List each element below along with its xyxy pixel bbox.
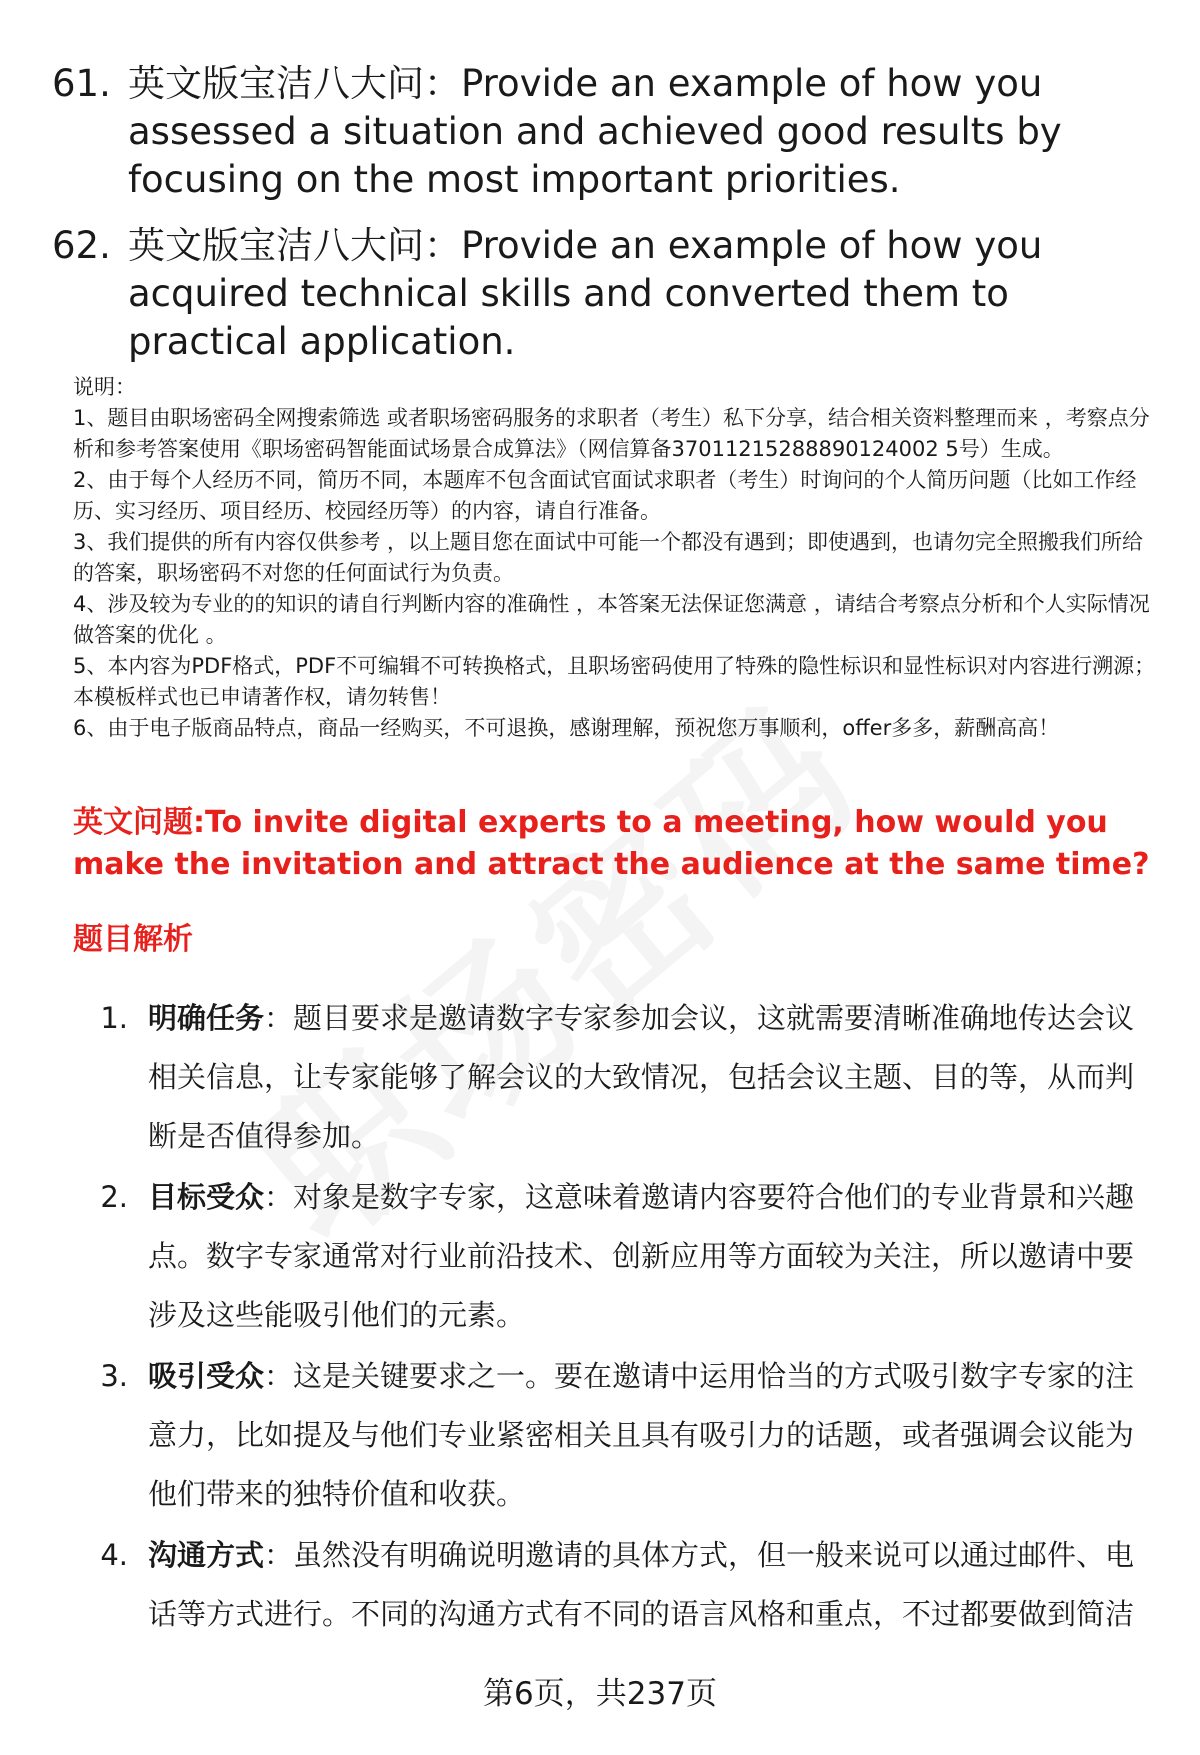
analysis-body xyxy=(128,1168,1150,1345)
analysis-text: ：这是关键要求之一。要在邀请中运用恰当的方式吸引数字专家的注意力，比如提及与他们专业紧密相关且具有吸引力的话题，或者强调会议能为他们带来的独特价值和收获。 xyxy=(148,1359,1135,1511)
english-question-heading: 英文问题:To invite digital experts to a meeting, how would you make the invitation and attract the audience at the same time? xyxy=(73,805,1150,882)
note-line: 3、我们提供的所有内容仅供参考 ，以上题目您在面试中可能一个都没有遇到；即使遇到，也请勿完全照搬我们所给的答案，职场密码不对您的任何面试行为负责。 xyxy=(73,530,1144,585)
question-item xyxy=(52,222,1162,366)
note-line: 6、由于电子版商品特点，商品一经购买，不可退换，感谢理解，预祝您万事顺利，offer多多，薪酬高高！ xyxy=(73,716,1060,740)
analysis-text: ：对象是数字专家，这意味着邀请内容要符合他们的专业背景和兴趣点。数字专家通常对行业前沿技术、创新应用等方面较为关注，所以邀请中要涉及这些能吸引他们的元素。 xyxy=(148,1180,1135,1332)
question-text: 英文版宝洁八大问：Provide an example of how you acquired technical skills and converted them to practical application. xyxy=(128,224,1043,363)
analysis-label: 沟通方式 xyxy=(148,1538,265,1572)
note-line: 4、涉及较为专业的的知识的请自行判断内容的准确性 ，本答案无法保证您满意 ，请结合考察点分析和个人实际情况做答案的优化 。 xyxy=(73,592,1150,647)
analysis-body xyxy=(128,1347,1150,1524)
notes-title: 说明： xyxy=(73,375,136,399)
analysis-body xyxy=(128,989,1150,1166)
page-footer: 第6页，共237页 xyxy=(483,1676,717,1712)
question-list xyxy=(52,60,1162,384)
analysis-label: 目标受众 xyxy=(148,1180,265,1214)
analysis-number: 4. xyxy=(100,1538,128,1572)
analysis-item xyxy=(80,1526,1150,1644)
analysis-item xyxy=(80,1347,1150,1524)
analysis-number: 3. xyxy=(100,1359,128,1393)
analysis-item xyxy=(80,1168,1150,1345)
analysis-body xyxy=(128,1526,1150,1644)
note-line: 1、题目由职场密码全网搜索筛选 或者职场密码服务的求职者（考生）私下分享，结合相关资料整理而来 ，考察点分析和参考答案使用《职场密码智能面试场景合成算法》（网信算备37011215288890124002 5号）生成。 xyxy=(73,406,1150,461)
analysis-list xyxy=(80,989,1150,1646)
question-text: 英文版宝洁八大问：Provide an example of how you assessed a situation and achieved good results by focusing on the most important priorities. xyxy=(128,62,1062,201)
note-line: 5、本内容为PDF格式，PDF不可编辑不可转换格式，且职场密码使用了特殊的隐性标识和显性标识对内容进行溯源；本模板样式也已申请著作权，请勿转售！ xyxy=(73,654,1156,709)
analysis-label: 明确任务 xyxy=(148,1001,265,1035)
question-item xyxy=(52,60,1162,204)
analysis-text: ：虽然没有明确说明邀请的具体方式，但一般来说可以通过邮件、电话等方式进行。不同的沟通方式有不同的语言风格和重点，不过都要做到简洁 xyxy=(148,1538,1135,1631)
analysis-label: 吸引受众 xyxy=(148,1359,265,1393)
analysis-heading: 题目解析 xyxy=(73,922,193,957)
question-number: 62. xyxy=(52,224,111,267)
note-line: 2、由于每个人经历不同，简历不同，本题库不包含面试官面试求职者（考生）时询问的个人简历问题（比如工作经历、实习经历、项目经历、校园经历等）的内容，请自行准备。 xyxy=(73,468,1137,523)
analysis-text: ：题目要求是邀请数字专家参加会议，这就需要清晰准确地传达会议相关信息，让专家能够了解会议的大致情况，包括会议主题、目的等，从而判断是否值得参加。 xyxy=(148,1001,1135,1153)
notes-section xyxy=(73,372,1163,744)
analysis-number: 2. xyxy=(100,1180,128,1214)
analysis-item xyxy=(80,989,1150,1166)
analysis-number: 1. xyxy=(100,1001,128,1035)
question-number: 61. xyxy=(52,62,111,105)
